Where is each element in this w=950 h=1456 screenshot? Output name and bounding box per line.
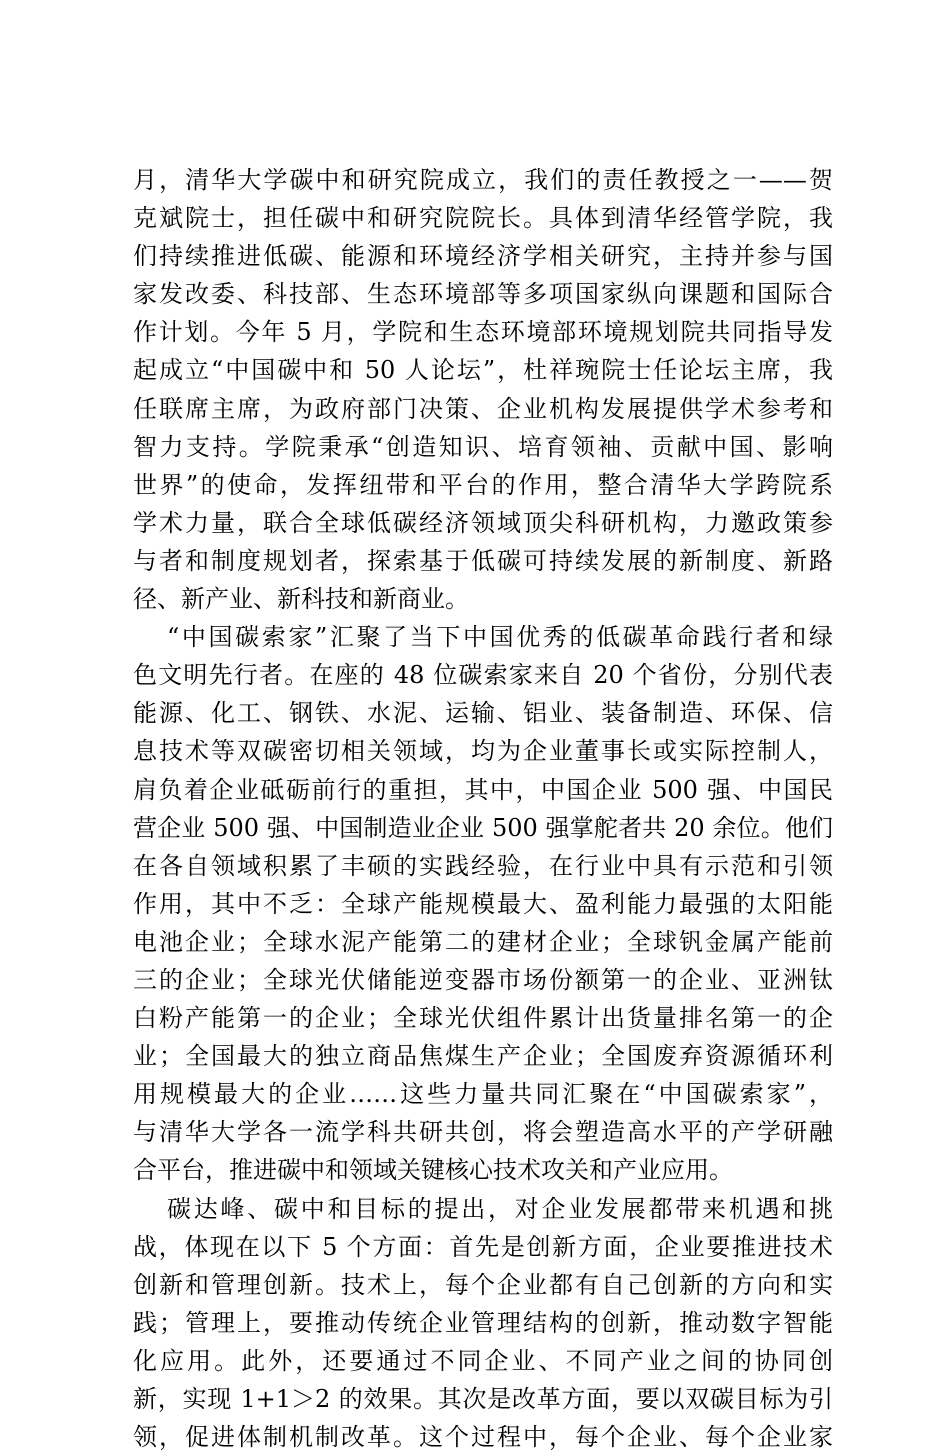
text-line: 作用，其中不乏：全球产能规模最大、盈利能力最强的太阳能 (133, 889, 833, 918)
text-line: 世界”的使命，发挥纽带和平台的作用，整合清华大学跨院系 (133, 470, 833, 499)
text-line: 合平台，推进碳中和领域关键核心技术攻关和产业应用。 (133, 1156, 733, 1185)
text-line: 创新和管理创新。技术上，每个企业都有自己创新的方向和实 (133, 1270, 833, 1299)
text-line: 营企业 500 强、中国制造业企业 500 强掌舵者共 20 余位。他们 (133, 813, 833, 842)
text-line: 电池企业；全球水泥产能第二的建材企业；全球钒金属产能前 (133, 927, 833, 956)
text-line: 色文明先行者。在座的 48 位碳索家来自 20 个省份，分别代表 (133, 661, 833, 690)
text-line: 用规模最大的企业……这些力量共同汇聚在“中国碳索家”， (133, 1080, 833, 1109)
text-line: 碳达峰、碳中和目标的提出，对企业发展都带来机遇和挑 (167, 1194, 833, 1223)
text-line: 肩负着企业砥砺前行的重担，其中，中国企业 500 强、中国民 (133, 775, 833, 804)
body-text (133, 161, 833, 1456)
text-line: 领，促进体制机制改革。这个过程中，每个企业、每个企业家 (133, 1423, 833, 1452)
text-line: 作计划。今年 5 月，学院和生态环境部环境规划院共同指导发 (133, 318, 833, 347)
text-line: 径、新产业、新科技和新商业。 (133, 585, 469, 614)
text-line: “中国碳索家”汇聚了当下中国优秀的低碳革命践行者和绿 (167, 623, 833, 652)
text-line: 践；管理上，要推动传统企业管理结构的创新，推动数字智能 (133, 1308, 833, 1337)
text-line: 任联席主席，为政府部门决策、企业机构发展提供学术参考和 (133, 394, 833, 423)
text-line: 学术力量，联合全球低碳经济领域顶尖科研机构，力邀政策参 (133, 508, 833, 537)
text-line: 克斌院士，担任碳中和研究院院长。具体到清华经管学院，我 (133, 204, 833, 233)
text-line: 白粉产能第一的企业；全球光伏组件累计出货量排名第一的企 (133, 1004, 833, 1033)
text-line: 三的企业；全球光伏储能逆变器市场份额第一的企业、亚洲钛 (133, 965, 833, 994)
text-line: 业；全国最大的独立商品焦煤生产企业；全国废弃资源循环利 (133, 1042, 833, 1071)
text-line: 能源、化工、钢铁、水泥、运输、铝业、装备制造、环保、信 (133, 699, 833, 728)
text-line: 与清华大学各一流学科共研共创，将会塑造高水平的产学研融 (133, 1118, 833, 1147)
text-line: 们持续推进低碳、能源和环境经济学相关研究，主持并参与国 (133, 242, 833, 271)
text-line: 与者和制度规划者，探索基于低碳可持续发展的新制度、新路 (133, 546, 833, 575)
text-line: 智力支持。学院秉承“创造知识、培育领袖、贡献中国、影响 (133, 432, 833, 461)
text-line: 息技术等双碳密切相关领域，均为企业董事长或实际控制人， (133, 737, 833, 766)
text-line: 起成立“中国碳中和 50 人论坛”，杜祥琬院士任论坛主席，我 (133, 356, 833, 385)
text-line: 家发改委、科技部、生态环境部等多项国家纵向课题和国际合 (133, 280, 833, 309)
text-line: 月，清华大学碳中和研究院成立，我们的责任教授之一——贺 (133, 166, 833, 194)
text-line: 战，体现在以下 5 个方面：首先是创新方面，企业要推进技术 (133, 1232, 833, 1261)
text-line: 在各自领域积累了丰硕的实践经验，在行业中具有示范和引领 (133, 851, 833, 880)
text-line: 化应用。此外，还要通过不同企业、不同产业之间的协同创 (133, 1346, 833, 1375)
text-line: 新，实现 1+1＞2 的效果。其次是改革方面，要以双碳目标为引 (133, 1385, 833, 1413)
